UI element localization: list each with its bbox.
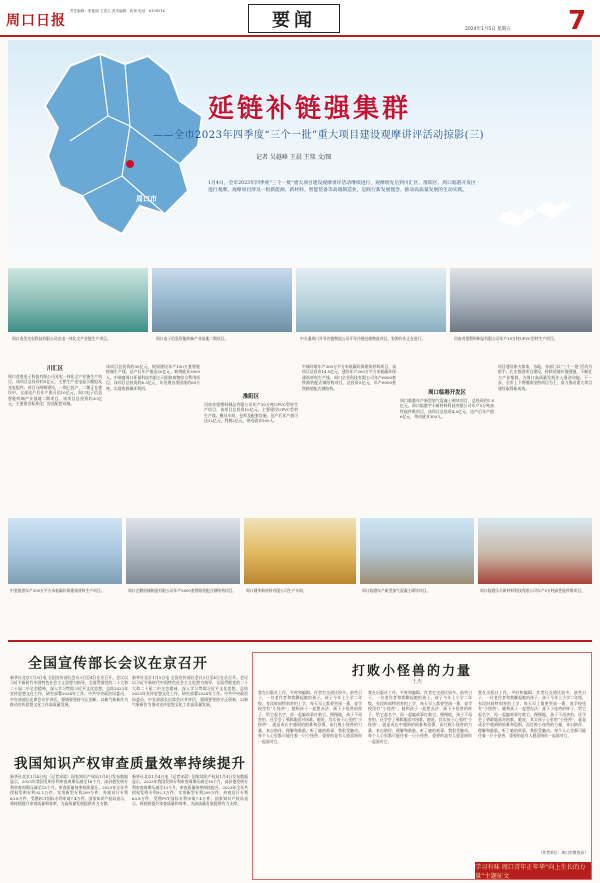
photo-caption: 周口电子信息智能终端产业基地二期项目。 (156, 336, 229, 341)
article-column: 新华社北京1月3日电 全国宣传部长会议3日至4日在京召开。会议以习近平新时代中国特色社会主义思想为指导，全面贯彻党的二十大和二十届二中全会精神，深入学习贯彻习近平文化思想，总结2023年宣传思想文化工作，研究部署2024年工作。中共中央政治局委员、中宣部部长出席会议并讲话，强调要坚持守正创新，以新气象新作为推动宣传思想文化工作高质量发展。 (132, 675, 248, 708)
ip-headline: 我国知识产权审查质量效率持续提升 (14, 756, 246, 772)
article-column: 我在出版社工作，平时和编辑、作者打交道比较多。前些日子，一位老作者和我聊起她的孩子。孩子今年上小学二年级，有段时间特别害怕上学，每天早上都要哭闹一番，说学校里有“小怪兽”。她和孩子一起想办法：画下小怪兽的样子，给它起名字，再一起编故事打败它。慢慢地，孩子不再害怕，还学会了勇敢地面对困难。她说，其实孩子心里的“小怪兽”，就是成长中遇到的困难和恐惧，而打败小怪兽的力量，来自陪伴、理解和鼓励。听了她的故事，我很受触动。每个人心里都可能住着一只小怪兽，重要的是有人愿意陪你一起面对它。 (368, 690, 472, 744)
editor-info: 责任编辑：张艳丽 王笑云 美术编辑：张扬 电话：6199516 (70, 9, 165, 13)
photo-construction-2 (126, 518, 240, 584)
photo-construction-3 (360, 518, 474, 584)
article-column: 新华社北京1月4日电（记者宋晨）国家知识产权局1月4日发布数据显示，2023年我国发明专利审查周期压减至16个月，高价值发明专利审查周期压减至13个月，审查质量效率持续提升。2023年全年共授权发明专利92.1万件，实用新型专利209万件，外观设计专利63.8万件，受理PCT国际专利申请7.4万件。国家知识产权局表示，将持续提升审查质量和效率，为高质量发展提供有力支撑。 (132, 774, 249, 807)
photo-construction-1 (8, 518, 122, 584)
photo-site-office (478, 518, 592, 584)
column-heading: 周口临港开发区 (428, 390, 466, 396)
reporter-byline: 记者 吴越峰 王晨 王琰 文/图 (256, 154, 332, 161)
essay-contest-banner: 学习有味 周口青年正年华“向上生长的力量”主题征文 (475, 862, 591, 879)
photo-caption: 河南奇望塑料制品有限公司年产10万吨UPVC型材生产项目。 (454, 336, 558, 341)
hero-lead: 1月4日，全市2023年四季度“三个一批”重大项目建设观摩讲评活动继续进行，观摩组先后到川汇区、淮阳区、周口临港开发区进行观摩。观摩项目涉及一批新能源、新材料、智能装备等高端制造业，是践行新发展理念、推动高质量发展的生动实践。 (208, 181, 476, 193)
column-heading: 淮阳区 (242, 394, 260, 400)
article-column: 河南奇望塑料制品有限公司年产10万吨UPVC型材生产项目，该项目总投资10亿元，主要建设UPVC型材生产线、模具车间、仓库及配套设施，达产后年产值可达12亿元，利税2亿元，带动就业500人。 (204, 402, 298, 424)
article-column: 周口临港年产新型加气混凝土砌块项目，总投资约1.8亿元。周口临港宇丰新材料科技有限公司年产5万吨高性能纤维项目，该项目总投资4.5亿元，达产后年产值6亿元，带动就业300人。 (400, 398, 494, 420)
photo-caption: 周口健华新材料有限公司生产车间。 (246, 588, 307, 593)
photo-factory-2 (152, 268, 292, 332)
essay-headline: 打败小怪兽的力量 (352, 664, 473, 679)
photo-caption: 周口企鹅机械制造有限公司年产5000套铁路装配式钢结构项目。 (128, 588, 237, 593)
article-column: 项目建设如火如荼，各地、各部门以“三个一批”活动为抓手，扎实推进项目建设，持续延链补链强链，不断壮大产业集群，为周口高质量发展注入强劲动能。下一步，全市上下将继续坚持项目为王，奋力推动重大项目建设取得新成效。 (498, 364, 592, 391)
column-heading: 川汇区 (46, 366, 64, 372)
photo-caption: 中关通周口开导冷链物流公司开导冷链仓储物流项目，装卸作业正在进行。 (300, 336, 426, 341)
hero-title: 延链补链强集群 (208, 94, 412, 124)
photo-caption: 周口临港年产新型加气混凝土砌块项目。 (362, 588, 431, 593)
article-column: 周口花胜电子科技有限公司光电一体化全产业链生产项目，该项目总投资约5亿元，主要生产光电显示模组及光电组件。项目分两期建设，一期已投产，二期正在建设中，全部达产后年产值可达10亿元。周口电子信息智能终端产业基地二期项目，该项目总投资约20亿元，主要建设标准化厂房及配套设施。 (8, 374, 102, 407)
map-label: 周口市 (136, 194, 157, 203)
section-divider (8, 640, 592, 642)
hero-subtitle: ——全市2023年四季度“三个一批”重大项目建设观摩讲评活动掠影(三) (153, 130, 484, 141)
article-column: 中瑞环境年产300万平方米低碳环保建筑材料项目，该项目总投资14.5亿元，建设年产300万平方米低碳环保建筑材料生产线。周口企业科技有限公司年产6000套铁路装配式钢结构项目，总投资5亿元，年产6000套铁路装配式钢结构。 (302, 364, 396, 391)
article-column: 新华社北京1月4日电（记者宋晨）国家知识产权局1月4日发布数据显示，2023年我国发明专利审查周期压减至16个月，高价值发明专利审查周期压减至13个月，审查质量效率持续提升。2023年全年共授权发明专利92.1万件，实用新型专利209万件，外观设计专利63.8万件，受理PCT国际专利申请7.4万件。国家知识产权局表示，将持续提升审查质量和效率，为高质量发展提供有力支撑。 (10, 774, 128, 807)
section-title: 要闻 (248, 4, 340, 33)
photo-workshop (244, 518, 356, 584)
photo-caption: 周口临港乐丰新材料科技有限公司年产5万吨高性能纤维项目。 (480, 588, 585, 593)
photo-factory-3 (296, 268, 446, 332)
doves-icon (488, 190, 578, 250)
essay-author: 王杰 (412, 679, 423, 685)
article-column: 我在出版社工作，平时和编辑、作者打交道比较多。前些日子，一位老作者和我聊起她的孩子。孩子今年上小学二年级，有段时间特别害怕上学，每天早上都要哭闹一番，说学校里有“小怪兽”。她和孩子一起想办法：画下小怪兽的样子，给它起名字，再一起编故事打败它。慢慢地，孩子不再害怕，还学会了勇敢地面对困难。她说，其实孩子心里的“小怪兽”，就是成长中遇到的困难和恐惧，而打败小怪兽的力量，来自陪伴、理解和鼓励。听了她的故事，我很受触动。每个人心里都可能住着一只小怪兽，重要的是有人愿意陪你一起面对它。 (478, 690, 586, 739)
article-column: 该项目总投资约30亿元，规划建设年产100万套智能终端生产线，达产后年产值达50亿元，新增就业3000人。中瑞盛周口环保科技有限公司固体废物综合利用项目，该项目总投资约6.5亿元，年处理各类固废约60万吨，实现资源循环利用。 (106, 364, 200, 391)
photo-caption: 中坚旅游年产300万平方米低碳环保建筑材料生产项目。 (10, 588, 105, 593)
newspaper-logo: 周口日报 (6, 13, 66, 29)
article-column: 新华社北京1月3日电 全国宣传部长会议3日至4日在京召开。会议以习近平新时代中国特色社会主义思想为指导，全面贯彻党的二十大和二十届二中全会精神，深入学习贯彻习近平文化思想，总结2023年宣传思想文化工作，研究部署2024年工作。中共中央政治局委员、中宣部部长出席会议并讲话，强调要坚持守正创新，以新气象新作为推动宣传思想文化工作高质量发展。 (10, 675, 128, 708)
hero-banner (8, 40, 592, 264)
issue-date: 2024年1月5日 星期五 (465, 27, 511, 32)
article-column: 我在出版社工作，平时和编辑、作者打交道比较多。前些日子，一位老作者和我聊起她的孩子。孩子今年上小学二年级，有段时间特别害怕上学，每天早上都要哭闹一番，说学校里有“小怪兽”。她和孩子一起想办法：画下小怪兽的样子，给它起名字，再一起编故事打败它。慢慢地，孩子不再害怕，还学会了勇敢地面对困难。她说，其实孩子心里的“小怪兽”，就是成长中遇到的困难和恐惧，而打败小怪兽的力量，来自陪伴、理解和鼓励。听了她的故事，我很受触动。每个人心里都可能住着一只小怪兽，重要的是有人愿意陪你一起面对它。 (258, 690, 362, 744)
zhoukou-map-icon (30, 46, 220, 256)
photo-caption: 周口金美光电科技有限公司光电一体化全产业链生产项目。 (12, 336, 111, 341)
masthead (0, 0, 600, 37)
essay-signoff: （作者单位：周口市教育局） (538, 850, 588, 855)
conference-headline: 全国宣传部长会议在京召开 (28, 656, 208, 672)
photo-factory-1 (8, 268, 148, 332)
photo-factory-4 (450, 268, 592, 332)
page-number: 7 (568, 6, 587, 36)
